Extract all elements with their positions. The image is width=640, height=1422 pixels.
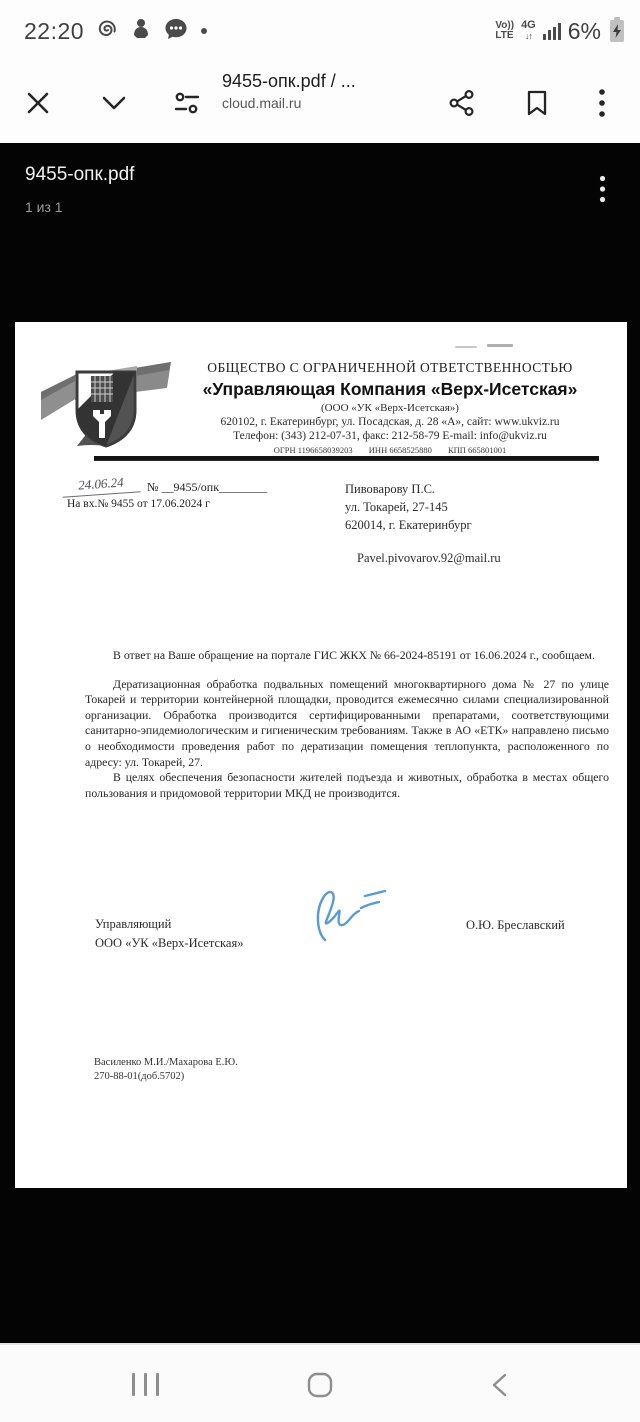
handwritten-date: 24.06.24 <box>61 473 140 497</box>
letterhead-org-type: ОБЩЕСТВО С ОГРАНИЧЕННОЙ ОТВЕТСТВЕННОСТЬЮ <box>207 360 573 375</box>
battery-percent: 6% <box>567 17 601 44</box>
back-button[interactable] <box>455 1345 545 1422</box>
recent-apps-icon <box>132 1373 159 1396</box>
addressee-city: 620014, г. Екатеринбург <box>345 518 472 532</box>
outgoing-number: № __9455/опк________ <box>147 480 268 494</box>
pdf-file-name: 9455-опк.pdf <box>25 164 135 185</box>
browser-toolbar <box>0 62 640 143</box>
person-notification-icon <box>130 17 152 46</box>
page-indicator: 1 из 1 <box>25 199 63 215</box>
collapse-chevron-button[interactable] <box>90 62 138 143</box>
addressee-street: ул. Токарей, 27-145 <box>345 500 448 514</box>
letter-body <box>85 648 609 801</box>
overflow-menu-button[interactable] <box>578 62 626 143</box>
addressee-block <box>345 480 472 534</box>
paragraph: В целях обеспечения безопасности жителей подъезда и животных, обработка в местах общего пользования и придомовой территории МКД не производится. <box>85 770 609 800</box>
inn: ИНН 6658525880 <box>368 445 432 455</box>
chat-notification-icon <box>163 17 189 46</box>
letterhead-address: 620102, г. Екатеринбург, ул. Посадская, д. 28 «А», сайт: www.ukviz.ru <box>220 416 560 428</box>
letterhead-company-name: «Управляющая Компания «Верх-Исетская» <box>202 379 578 399</box>
paragraph: Дератизационная обработка подвальных помещений многоквартирного дома № 27 по улице Токарей и территории контейнерной площадки, проводится ежемесячно силами специализированной организации. Обработка производится сертифицированными препаратами, соответствующими санитарно-эпидемиологическим и гигиеническим требованиям. Также в АО «ЕТК» направлено письмо о необходимости проведения работ по дератизации помещения теплопункта, расположенного по адресу: ул. Токарей, 27. <box>85 676 609 769</box>
incoming-reference: На вх.№ 9455 от 17.06.2024 г <box>67 498 210 510</box>
spiral-notification-icon <box>95 17 119 46</box>
signer-position: Управляющий ООО «УК «Верх-Исетская» <box>95 917 244 950</box>
status-bar <box>0 0 640 62</box>
executor-block <box>94 1056 238 1084</box>
signer-name: О.Ю. Бреславский <box>466 918 565 932</box>
addressee-email: Pavel.pivovarov.92@mail.ru <box>357 551 501 565</box>
signal-strength-icon <box>543 23 561 40</box>
pdf-viewer-canvas[interactable] <box>0 143 640 1343</box>
letterhead-short-name: (ООО «УК «Верх-Исетская») <box>321 402 459 414</box>
handwritten-signature <box>303 882 389 951</box>
close-button[interactable] <box>14 62 62 143</box>
viewer-menu-button[interactable] <box>582 161 622 217</box>
addressee-name: Пивоварову П.С. <box>345 482 436 496</box>
page-url: cloud.mail.ru <box>222 95 302 111</box>
home-icon <box>305 1370 335 1400</box>
back-icon <box>487 1370 513 1400</box>
scan-artifact <box>455 342 515 354</box>
executor-phone: 270-88-01(доб.5702) <box>94 1071 185 1082</box>
company-shield-logo <box>39 358 173 463</box>
letterhead-contacts: Телефон: (343) 212-07-31, факс: 212-58-79 E-mail: info@ukviz.ru <box>233 429 547 442</box>
ogrn: ОГРН 1196658039203 <box>273 445 353 455</box>
executor-names: Василенко М.И./Махарова Е.Ю. <box>94 1057 238 1068</box>
letterhead-registration <box>165 445 615 456</box>
letterhead-divider <box>94 456 599 461</box>
page-title: 9455-опк.pdf / ... <box>222 71 356 91</box>
battery-charging-icon <box>610 20 624 42</box>
more-notifications-dot <box>200 22 208 40</box>
home-button[interactable] <box>275 1345 365 1422</box>
network-4g-icon: 4G ↓↑ <box>521 19 536 41</box>
recent-apps-button[interactable] <box>100 1345 190 1422</box>
volte-icon: Vo)) LTE <box>495 20 515 41</box>
share-button[interactable] <box>438 62 486 143</box>
document-page <box>15 322 627 1188</box>
paragraph: В ответ на Ваше обращение на портале ГИС ЖКХ № 66-2024-85191 от 16.06.2024 г., сообщаем. <box>113 648 595 662</box>
clock: 22:20 <box>24 17 85 44</box>
letterhead <box>165 360 615 456</box>
kpp: КПП 665801001 <box>447 445 507 455</box>
android-nav-bar <box>0 1343 640 1422</box>
bookmark-button[interactable] <box>513 62 561 143</box>
tune-settings-button[interactable] <box>163 62 211 143</box>
